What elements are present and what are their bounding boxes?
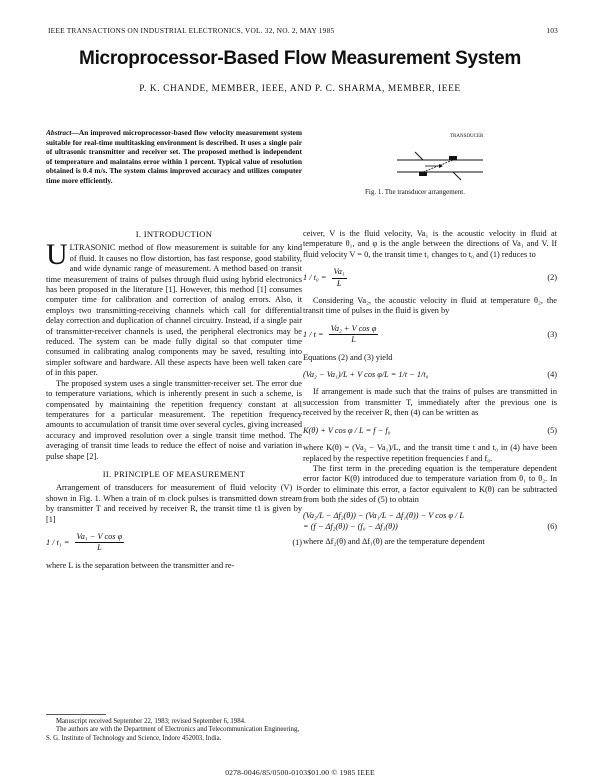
right-paragraph-6: The first term in the preceding equation is the temperature dependent error factor K(θ) introduced due to temperature variation from θ₁ to θ₂. In order to eliminate this error, a factor equivalent to K(θ) can be subtracted from both the sides of (5) to obtain <box>303 463 557 505</box>
footnote-affiliation: The authors are with the Department of Electronics and Telecommunication Engineering, S. G. Institute of Technology and Science, Indore 452003, India. <box>46 726 300 742</box>
eq2-lhs: 1 / t₀ <box>303 273 319 283</box>
abstract-label: Abstract <box>46 128 72 137</box>
section-heading-principle: II. PRINCIPLE OF MEASUREMENT <box>102 468 246 479</box>
equation-2: 1 / t₀ = $\frac{\text{Va₁}}{L}$ (2) <box>303 267 557 288</box>
drop-cap: U <box>46 238 68 272</box>
equation-6-line-2 <box>303 522 557 532</box>
page-number: 103 <box>546 26 558 35</box>
equation-1: 1 / t₁ = $\frac{\text{Va₁ − V cos φ}}{L}$ (1) <box>46 531 302 553</box>
eq1-numerator: Va₁ − V cos φ <box>75 532 125 543</box>
right-paragraph-4: If arrangement is made such that the trains of pulses are transmitted in succession from transmitter T, immediately after the previous one is received by the receiver R, then (4) can be written as <box>303 387 557 418</box>
eq1-tag: (1) <box>292 537 302 547</box>
author-line: P. K. CHANDE, MEMBER, IEEE, AND P. C. SHARMA, MEMBER, IEEE <box>139 84 461 94</box>
footnote <box>46 718 302 743</box>
eq3-tag: (3) <box>547 329 557 339</box>
abstract <box>46 128 302 186</box>
equation-6-line-1 <box>303 511 557 521</box>
eq3-denominator: L <box>351 335 356 345</box>
copyright-line: 0278-0046/85/0500-0103$01.00 © 1985 IEEE <box>225 768 375 777</box>
eq6-line-1: (Va₂/L − Δf₂(θ)) − (Va₁/L − Δf₁(θ)) − V cos φ / L <box>303 510 465 520</box>
equation-3: 1 / t = $\frac{\text{Va₂ + V cos φ}}{L}$ (3) <box>303 323 557 345</box>
eq6-tag: (6) <box>547 521 557 531</box>
eq1-denominator: L <box>97 543 102 553</box>
left-column <box>46 229 302 571</box>
principle-paragraph-1: Arrangement of transducers for measurement of fluid velocity (V) is shown in Fig. 1. When a train of m clock pulses is transmitted down stream by transmitter T and received by receiver R, the transit time t1 is given by [1] <box>46 483 302 524</box>
eq5-tag: (5) <box>547 425 557 435</box>
eq2-numerator: Va₁ <box>332 267 347 278</box>
equation-4 <box>303 370 557 380</box>
transducer-figure <box>395 134 485 186</box>
principle-paragraph-2: where L is the separation between the transmitter and re- <box>46 560 235 570</box>
intro-paragraph-1: ULTRASONIC method of flow measurement is suitable for any kind of fluid. It causes no flow distortion, has fast response, good stability, and wide dynamic range of measurement. A method based on transit time measurement of trains of pulses through fluid using hybrid electronics has been proposed in the literature [1]. However, this method [1] consumes computer time for calibration and correction of analog errors. Also, it employs two transmitting-receiving channels which call for differential delay correction and duplication of channel circuitry. Instead, if a single pair of transmitter-receiver channels is used, the peripheral electronics may be reduced. The system can be made fully digital so that computer time consumed in calibrating analog components may be saved, resulting into simpler software and hardware. All these aspects have been well taken care of in this paper. <box>46 238 302 378</box>
eq4-tag: (4) <box>547 370 557 380</box>
footnote-received: Manuscript received September 22, 1983; revised September 6, 1984. <box>56 718 246 725</box>
eq4-body: (Va₂ − Va₁)/L + V cos φ/L = 1/t − 1/t₀ <box>303 370 429 380</box>
right-column <box>303 229 557 548</box>
transducer-diagram <box>395 138 485 186</box>
section-heading-intro: I. INTRODUCTION <box>135 229 213 239</box>
eq6-line-2: = (f − Δf₂(θ)) − (f₀ − Δf₁(θ)) <box>303 521 398 531</box>
journal-name: IEEE TRANSACTIONS ON INDUSTRIAL ELECTRONICS, VOL. 32, NO. 2, MAY 1985 <box>48 26 335 35</box>
right-paragraph-1: ceiver, V is the fluid velocity, Va₁ is the acoustic velocity in fluid at temperature θ₁, and φ is the angle between the directions of Va₁ and V. If fluid velocity V = 0, the transit time t₁ changes to t₀ and (1) reduces to <box>303 229 557 259</box>
paper-title: Microprocessor-Based Flow Measurement System <box>79 48 521 69</box>
right-paragraph-2: Considering Va₂, the acoustic velocity in fluid at temperature θ₂, the transit time of pulses in the fluid is given by <box>303 296 557 316</box>
right-paragraph-5: where K(θ) = (Va₂ − Va₁)/L, and the transit time t and t₀ in (4) have been replaced by the respective repetition frequencies f and f₀. <box>303 443 557 463</box>
eq3-lhs: 1 / t <box>303 329 316 339</box>
abstract-text: —An improved microprocessor-based flow velocity measurement system suitable for real-time multitasking environment is described. It uses a single pair of ultrasonic transmitter and receiver set. The proposed method is independent of temperature and maintains error within 1 percent. Typical value of resolution obtained is 0.4 m/s. The system claims improved accuracy and utilizes computer time more efficiently. <box>46 128 302 185</box>
intro-paragraph-2: The proposed system uses a single transmitter-receiver set. The error due to temperature variations, which is inherently present in such a scheme, is compensated by maintaining the repetition frequency constant at all temperatures for a particular measurement. The repetition frequency amounts to accumulation of transit time over several cycles, giving increased accuracy and improved resolution over a single transit time method. The averaging of transit time leads to reduce the effect of noise and variation in pulse shape [2]. <box>46 378 302 461</box>
transducer-label: TRANSDUCER <box>450 134 484 139</box>
figure-caption: Fig. 1. The transducer arrangement. <box>365 188 465 196</box>
eq3-numerator: Va₂ + V cos φ <box>329 324 379 335</box>
running-header <box>48 26 558 35</box>
eq2-tag: (2) <box>547 272 557 282</box>
eq2-denominator: L <box>336 278 342 288</box>
footnote-rule <box>46 714 106 715</box>
right-paragraph-3: Equations (2) and (3) yield <box>303 352 393 362</box>
equation-5 <box>303 426 557 436</box>
eq1-lhs: 1 / t₁ <box>46 537 62 547</box>
eq5-body: K(θ) + V cos φ / L = f − f₀ <box>303 425 391 435</box>
right-paragraph-7: where Δf₂(θ) and Δf₁(θ) are the temperature dependent <box>303 537 485 547</box>
